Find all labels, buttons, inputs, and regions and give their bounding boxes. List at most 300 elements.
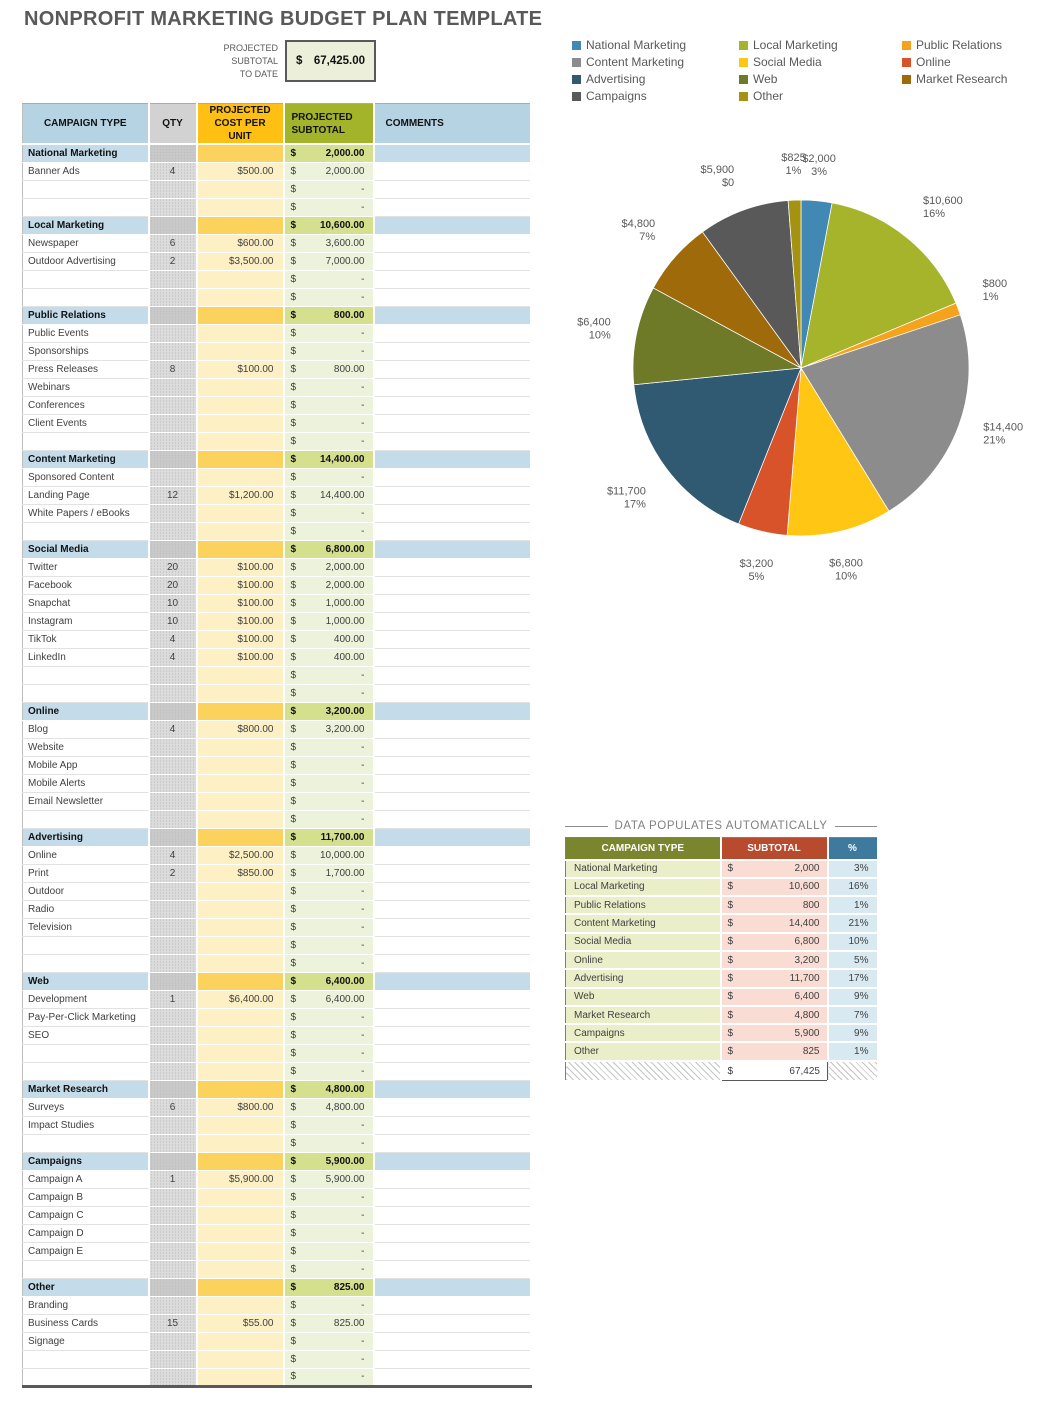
comments-cell[interactable] bbox=[374, 900, 531, 918]
qty-cell[interactable] bbox=[149, 774, 197, 792]
cost-cell[interactable] bbox=[197, 1296, 284, 1314]
cost-cell[interactable] bbox=[197, 972, 284, 990]
summary-subtotal-cell[interactable] bbox=[721, 933, 828, 951]
campaign-cell[interactable] bbox=[23, 180, 149, 198]
campaign-cell[interactable] bbox=[23, 954, 149, 972]
qty-cell[interactable] bbox=[149, 918, 197, 936]
campaign-cell[interactable]: Public Events bbox=[23, 324, 149, 342]
qty-cell[interactable] bbox=[149, 1116, 197, 1134]
subtotal-cell[interactable] bbox=[284, 1206, 374, 1224]
campaign-cell[interactable]: LinkedIn bbox=[23, 648, 149, 666]
summary-campaign-cell[interactable]: Web bbox=[566, 988, 721, 1006]
comments-cell[interactable] bbox=[374, 360, 531, 378]
summary-percent-cell[interactable]: 9% bbox=[828, 1024, 878, 1042]
comments-cell[interactable] bbox=[374, 594, 531, 612]
summary-subtotal-cell[interactable] bbox=[721, 1024, 828, 1042]
cost-cell[interactable] bbox=[197, 378, 284, 396]
summary-campaign-cell[interactable]: Local Marketing bbox=[566, 878, 721, 896]
cost-cell[interactable]: $100.00 bbox=[197, 594, 284, 612]
comments-cell[interactable] bbox=[374, 684, 531, 702]
comments-cell[interactable] bbox=[374, 1314, 531, 1332]
comments-cell[interactable] bbox=[374, 1242, 531, 1260]
campaign-cell[interactable] bbox=[23, 1368, 149, 1386]
qty-cell[interactable] bbox=[149, 1062, 197, 1080]
campaign-cell[interactable]: White Papers / eBooks bbox=[23, 504, 149, 522]
summary-percent-cell[interactable]: 17% bbox=[828, 969, 878, 987]
cost-cell[interactable] bbox=[197, 540, 284, 558]
campaign-cell[interactable]: Sponsorships bbox=[23, 342, 149, 360]
subtotal-cell[interactable] bbox=[284, 702, 374, 720]
cost-cell[interactable] bbox=[197, 810, 284, 828]
comments-cell[interactable] bbox=[374, 306, 531, 324]
qty-cell[interactable] bbox=[149, 198, 197, 216]
comments-cell[interactable] bbox=[374, 180, 531, 198]
campaign-cell[interactable] bbox=[23, 1062, 149, 1080]
qty-cell[interactable] bbox=[149, 144, 197, 162]
comments-cell[interactable] bbox=[374, 1134, 531, 1152]
qty-cell[interactable] bbox=[149, 468, 197, 486]
qty-cell[interactable]: 12 bbox=[149, 486, 197, 504]
qty-cell[interactable] bbox=[149, 1044, 197, 1062]
comments-cell[interactable] bbox=[374, 828, 531, 846]
subtotal-cell[interactable] bbox=[284, 144, 374, 162]
subtotal-cell[interactable] bbox=[284, 1350, 374, 1368]
comments-cell[interactable] bbox=[374, 1188, 531, 1206]
qty-cell[interactable] bbox=[149, 180, 197, 198]
qty-cell[interactable] bbox=[149, 414, 197, 432]
qty-cell[interactable] bbox=[149, 882, 197, 900]
comments-cell[interactable] bbox=[374, 1008, 531, 1026]
summary-campaign-cell[interactable]: Market Research bbox=[566, 1006, 721, 1024]
subtotal-cell[interactable] bbox=[284, 648, 374, 666]
subtotal-cell[interactable] bbox=[284, 486, 374, 504]
qty-cell[interactable]: 10 bbox=[149, 612, 197, 630]
qty-cell[interactable]: 4 bbox=[149, 630, 197, 648]
campaign-cell[interactable] bbox=[23, 1350, 149, 1368]
comments-cell[interactable] bbox=[374, 1296, 531, 1314]
campaign-cell[interactable]: TikTok bbox=[23, 630, 149, 648]
cost-cell[interactable]: $55.00 bbox=[197, 1314, 284, 1332]
comments-cell[interactable] bbox=[374, 918, 531, 936]
comments-cell[interactable] bbox=[374, 558, 531, 576]
comments-cell[interactable] bbox=[374, 1044, 531, 1062]
campaign-cell[interactable]: Campaign E bbox=[23, 1242, 149, 1260]
subtotal-cell[interactable] bbox=[284, 558, 374, 576]
cost-cell[interactable] bbox=[197, 450, 284, 468]
subtotal-cell[interactable] bbox=[284, 882, 374, 900]
subtotal-cell[interactable] bbox=[284, 846, 374, 864]
comments-cell[interactable] bbox=[374, 774, 531, 792]
qty-cell[interactable] bbox=[149, 1152, 197, 1170]
cost-cell[interactable] bbox=[197, 1332, 284, 1350]
cost-cell[interactable] bbox=[197, 828, 284, 846]
qty-cell[interactable] bbox=[149, 522, 197, 540]
subtotal-cell[interactable] bbox=[284, 1134, 374, 1152]
campaign-cell[interactable]: Client Events bbox=[23, 414, 149, 432]
campaign-cell[interactable]: Press Releases bbox=[23, 360, 149, 378]
comments-cell[interactable] bbox=[374, 972, 531, 990]
cost-cell[interactable] bbox=[197, 1206, 284, 1224]
subtotal-cell[interactable] bbox=[284, 540, 374, 558]
summary-percent-cell[interactable]: 3% bbox=[828, 860, 878, 878]
cost-cell[interactable]: $800.00 bbox=[197, 720, 284, 738]
comments-cell[interactable] bbox=[374, 144, 531, 162]
comments-cell[interactable] bbox=[374, 540, 531, 558]
subtotal-cell[interactable] bbox=[284, 1224, 374, 1242]
qty-cell[interactable] bbox=[149, 738, 197, 756]
cost-cell[interactable]: $1,200.00 bbox=[197, 486, 284, 504]
campaign-cell[interactable] bbox=[23, 288, 149, 306]
subtotal-cell[interactable] bbox=[284, 630, 374, 648]
qty-cell[interactable]: 6 bbox=[149, 1098, 197, 1116]
qty-cell[interactable] bbox=[149, 1188, 197, 1206]
campaign-cell[interactable]: Mobile App bbox=[23, 756, 149, 774]
cost-cell[interactable] bbox=[197, 270, 284, 288]
subtotal-cell[interactable] bbox=[284, 738, 374, 756]
qty-cell[interactable]: 1 bbox=[149, 1170, 197, 1188]
cost-cell[interactable] bbox=[197, 1368, 284, 1386]
subtotal-cell[interactable] bbox=[284, 468, 374, 486]
cost-cell[interactable]: $800.00 bbox=[197, 1098, 284, 1116]
cost-cell[interactable] bbox=[197, 954, 284, 972]
subtotal-cell[interactable] bbox=[284, 828, 374, 846]
qty-cell[interactable] bbox=[149, 1134, 197, 1152]
qty-cell[interactable]: 4 bbox=[149, 162, 197, 180]
campaign-cell[interactable]: Snapchat bbox=[23, 594, 149, 612]
subtotal-cell[interactable] bbox=[284, 1242, 374, 1260]
comments-cell[interactable] bbox=[374, 612, 531, 630]
summary-campaign-cell[interactable]: National Marketing bbox=[566, 860, 721, 878]
qty-cell[interactable] bbox=[149, 1242, 197, 1260]
campaign-cell[interactable]: Landing Page bbox=[23, 486, 149, 504]
cost-cell[interactable]: $3,500.00 bbox=[197, 252, 284, 270]
comments-cell[interactable] bbox=[374, 1278, 531, 1296]
qty-cell[interactable]: 20 bbox=[149, 576, 197, 594]
qty-cell[interactable] bbox=[149, 828, 197, 846]
campaign-cell[interactable]: Mobile Alerts bbox=[23, 774, 149, 792]
cost-cell[interactable] bbox=[197, 882, 284, 900]
cost-cell[interactable] bbox=[197, 1188, 284, 1206]
subtotal-cell[interactable] bbox=[284, 234, 374, 252]
comments-cell[interactable] bbox=[374, 396, 531, 414]
comments-cell[interactable] bbox=[374, 1224, 531, 1242]
cost-cell[interactable]: $100.00 bbox=[197, 576, 284, 594]
comments-cell[interactable] bbox=[374, 414, 531, 432]
qty-cell[interactable] bbox=[149, 1080, 197, 1098]
campaign-cell[interactable]: Market Research bbox=[23, 1080, 149, 1098]
subtotal-cell[interactable] bbox=[284, 1008, 374, 1026]
subtotal-cell[interactable] bbox=[284, 774, 374, 792]
subtotal-cell[interactable] bbox=[284, 684, 374, 702]
comments-cell[interactable] bbox=[374, 198, 531, 216]
qty-cell[interactable]: 1 bbox=[149, 990, 197, 1008]
qty-cell[interactable] bbox=[149, 324, 197, 342]
campaign-cell[interactable]: Television bbox=[23, 918, 149, 936]
subtotal-cell[interactable] bbox=[284, 756, 374, 774]
cost-cell[interactable] bbox=[197, 684, 284, 702]
comments-cell[interactable] bbox=[374, 738, 531, 756]
subtotal-cell[interactable] bbox=[284, 162, 374, 180]
cost-cell[interactable]: $100.00 bbox=[197, 612, 284, 630]
campaign-cell[interactable]: Surveys bbox=[23, 1098, 149, 1116]
comments-cell[interactable] bbox=[374, 720, 531, 738]
subtotal-cell[interactable] bbox=[284, 504, 374, 522]
comments-cell[interactable] bbox=[374, 450, 531, 468]
qty-cell[interactable]: 2 bbox=[149, 864, 197, 882]
cost-cell[interactable]: $100.00 bbox=[197, 648, 284, 666]
qty-cell[interactable] bbox=[149, 1368, 197, 1386]
comments-cell[interactable] bbox=[374, 864, 531, 882]
subtotal-cell[interactable] bbox=[284, 666, 374, 684]
cost-cell[interactable] bbox=[197, 324, 284, 342]
summary-percent-cell[interactable]: 7% bbox=[828, 1006, 878, 1024]
summary-campaign-cell[interactable]: Campaigns bbox=[566, 1024, 721, 1042]
subtotal-cell[interactable] bbox=[284, 576, 374, 594]
summary-campaign-cell[interactable]: Other bbox=[566, 1042, 721, 1060]
qty-cell[interactable]: 4 bbox=[149, 648, 197, 666]
subtotal-cell[interactable] bbox=[284, 432, 374, 450]
qty-cell[interactable] bbox=[149, 1224, 197, 1242]
summary-campaign-cell[interactable]: Social Media bbox=[566, 933, 721, 951]
cost-cell[interactable] bbox=[197, 396, 284, 414]
comments-cell[interactable] bbox=[374, 648, 531, 666]
comments-cell[interactable] bbox=[374, 702, 531, 720]
qty-cell[interactable] bbox=[149, 954, 197, 972]
cost-cell[interactable] bbox=[197, 792, 284, 810]
subtotal-cell[interactable] bbox=[284, 1080, 374, 1098]
subtotal-cell[interactable] bbox=[284, 306, 374, 324]
subtotal-cell[interactable] bbox=[284, 414, 374, 432]
cost-cell[interactable] bbox=[197, 342, 284, 360]
comments-cell[interactable] bbox=[374, 486, 531, 504]
cost-cell[interactable] bbox=[197, 1278, 284, 1296]
summary-campaign-cell[interactable]: Online bbox=[566, 951, 721, 969]
comments-cell[interactable] bbox=[374, 162, 531, 180]
qty-cell[interactable]: 10 bbox=[149, 594, 197, 612]
qty-cell[interactable] bbox=[149, 1260, 197, 1278]
campaign-cell[interactable] bbox=[23, 1134, 149, 1152]
campaign-cell[interactable]: Website bbox=[23, 738, 149, 756]
campaign-cell[interactable] bbox=[23, 270, 149, 288]
qty-cell[interactable] bbox=[149, 432, 197, 450]
subtotal-cell[interactable] bbox=[284, 1098, 374, 1116]
campaign-cell[interactable]: Pay-Per-Click Marketing bbox=[23, 1008, 149, 1026]
campaign-cell[interactable]: National Marketing bbox=[23, 144, 149, 162]
qty-cell[interactable] bbox=[149, 504, 197, 522]
cost-cell[interactable] bbox=[197, 432, 284, 450]
subtotal-cell[interactable] bbox=[284, 450, 374, 468]
cost-cell[interactable]: $5,900.00 bbox=[197, 1170, 284, 1188]
comments-cell[interactable] bbox=[374, 846, 531, 864]
comments-cell[interactable] bbox=[374, 810, 531, 828]
qty-cell[interactable]: 8 bbox=[149, 360, 197, 378]
comments-cell[interactable] bbox=[374, 1206, 531, 1224]
campaign-cell[interactable] bbox=[23, 936, 149, 954]
cost-cell[interactable]: $500.00 bbox=[197, 162, 284, 180]
cost-cell[interactable] bbox=[197, 1080, 284, 1098]
cost-cell[interactable] bbox=[197, 1026, 284, 1044]
qty-cell[interactable] bbox=[149, 936, 197, 954]
summary-percent-cell[interactable]: 1% bbox=[828, 1042, 878, 1060]
comments-cell[interactable] bbox=[374, 504, 531, 522]
campaign-cell[interactable] bbox=[23, 198, 149, 216]
subtotal-cell[interactable] bbox=[284, 288, 374, 306]
qty-cell[interactable] bbox=[149, 306, 197, 324]
cost-cell[interactable] bbox=[197, 1044, 284, 1062]
summary-subtotal-cell[interactable] bbox=[721, 951, 828, 969]
summary-campaign-cell[interactable]: Advertising bbox=[566, 969, 721, 987]
subtotal-cell[interactable] bbox=[284, 1260, 374, 1278]
qty-cell[interactable] bbox=[149, 756, 197, 774]
cost-cell[interactable]: $2,500.00 bbox=[197, 846, 284, 864]
subtotal-cell[interactable] bbox=[284, 612, 374, 630]
comments-cell[interactable] bbox=[374, 216, 531, 234]
cost-cell[interactable] bbox=[197, 702, 284, 720]
subtotal-cell[interactable] bbox=[284, 324, 374, 342]
qty-cell[interactable] bbox=[149, 396, 197, 414]
subtotal-cell[interactable] bbox=[284, 864, 374, 882]
comments-cell[interactable] bbox=[374, 1098, 531, 1116]
subtotal-cell[interactable] bbox=[284, 1116, 374, 1134]
qty-cell[interactable] bbox=[149, 450, 197, 468]
cost-cell[interactable] bbox=[197, 774, 284, 792]
comments-cell[interactable] bbox=[374, 1026, 531, 1044]
subtotal-cell[interactable] bbox=[284, 1026, 374, 1044]
comments-cell[interactable] bbox=[374, 1170, 531, 1188]
subtotal-cell[interactable] bbox=[284, 918, 374, 936]
comments-cell[interactable] bbox=[374, 522, 531, 540]
subtotal-cell[interactable] bbox=[284, 720, 374, 738]
cost-cell[interactable] bbox=[197, 1152, 284, 1170]
campaign-cell[interactable] bbox=[23, 810, 149, 828]
qty-cell[interactable]: 6 bbox=[149, 234, 197, 252]
campaign-cell[interactable]: Webinars bbox=[23, 378, 149, 396]
comments-cell[interactable] bbox=[374, 1332, 531, 1350]
campaign-cell[interactable]: SEO bbox=[23, 1026, 149, 1044]
cost-cell[interactable] bbox=[197, 1134, 284, 1152]
cost-cell[interactable]: $850.00 bbox=[197, 864, 284, 882]
campaign-cell[interactable]: Outdoor Advertising bbox=[23, 252, 149, 270]
summary-subtotal-cell[interactable] bbox=[721, 1006, 828, 1024]
cost-cell[interactable] bbox=[197, 1242, 284, 1260]
cost-cell[interactable]: $100.00 bbox=[197, 558, 284, 576]
qty-cell[interactable] bbox=[149, 1008, 197, 1026]
comments-cell[interactable] bbox=[374, 936, 531, 954]
campaign-cell[interactable]: Web bbox=[23, 972, 149, 990]
comments-cell[interactable] bbox=[374, 666, 531, 684]
subtotal-cell[interactable] bbox=[284, 1314, 374, 1332]
qty-cell[interactable]: 15 bbox=[149, 1314, 197, 1332]
qty-cell[interactable] bbox=[149, 1332, 197, 1350]
cost-cell[interactable] bbox=[197, 1008, 284, 1026]
comments-cell[interactable] bbox=[374, 882, 531, 900]
cost-cell[interactable]: $100.00 bbox=[197, 360, 284, 378]
qty-cell[interactable] bbox=[149, 900, 197, 918]
subtotal-cell[interactable] bbox=[284, 1368, 374, 1386]
campaign-cell[interactable]: Branding bbox=[23, 1296, 149, 1314]
qty-cell[interactable] bbox=[149, 792, 197, 810]
campaign-cell[interactable]: Impact Studies bbox=[23, 1116, 149, 1134]
cost-cell[interactable] bbox=[197, 1350, 284, 1368]
subtotal-cell[interactable] bbox=[284, 216, 374, 234]
subtotal-cell[interactable] bbox=[284, 972, 374, 990]
qty-cell[interactable] bbox=[149, 810, 197, 828]
summary-percent-cell[interactable]: 5% bbox=[828, 951, 878, 969]
cost-cell[interactable] bbox=[197, 1062, 284, 1080]
campaign-cell[interactable] bbox=[23, 522, 149, 540]
subtotal-cell[interactable] bbox=[284, 1278, 374, 1296]
subtotal-cell[interactable] bbox=[284, 594, 374, 612]
cost-cell[interactable] bbox=[197, 288, 284, 306]
qty-cell[interactable] bbox=[149, 1278, 197, 1296]
comments-cell[interactable] bbox=[374, 378, 531, 396]
summary-subtotal-cell[interactable] bbox=[721, 896, 828, 914]
campaign-cell[interactable]: Twitter bbox=[23, 558, 149, 576]
comments-cell[interactable] bbox=[374, 1152, 531, 1170]
cost-cell[interactable] bbox=[197, 1260, 284, 1278]
comments-cell[interactable] bbox=[374, 252, 531, 270]
campaign-cell[interactable]: Social Media bbox=[23, 540, 149, 558]
cost-cell[interactable] bbox=[197, 1224, 284, 1242]
qty-cell[interactable] bbox=[149, 378, 197, 396]
campaign-cell[interactable] bbox=[23, 684, 149, 702]
cost-cell[interactable] bbox=[197, 414, 284, 432]
comments-cell[interactable] bbox=[374, 324, 531, 342]
qty-cell[interactable]: 4 bbox=[149, 846, 197, 864]
campaign-cell[interactable]: Campaign A bbox=[23, 1170, 149, 1188]
campaign-cell[interactable]: Facebook bbox=[23, 576, 149, 594]
cost-cell[interactable] bbox=[197, 756, 284, 774]
summary-total-cell[interactable] bbox=[721, 1061, 828, 1081]
cost-cell[interactable] bbox=[197, 198, 284, 216]
qty-cell[interactable] bbox=[149, 1296, 197, 1314]
campaign-cell[interactable]: Campaign B bbox=[23, 1188, 149, 1206]
subtotal-cell[interactable] bbox=[284, 1188, 374, 1206]
qty-cell[interactable] bbox=[149, 1206, 197, 1224]
campaign-cell[interactable]: Campaigns bbox=[23, 1152, 149, 1170]
subtotal-cell[interactable] bbox=[284, 792, 374, 810]
campaign-cell[interactable] bbox=[23, 1044, 149, 1062]
comments-cell[interactable] bbox=[374, 990, 531, 1008]
subtotal-cell[interactable] bbox=[284, 270, 374, 288]
subtotal-cell[interactable] bbox=[284, 810, 374, 828]
summary-campaign-cell[interactable]: Content Marketing bbox=[566, 914, 721, 932]
projected-subtotal-value-cell[interactable] bbox=[285, 40, 376, 82]
campaign-cell[interactable]: Outdoor bbox=[23, 882, 149, 900]
campaign-cell[interactable]: Other bbox=[23, 1278, 149, 1296]
cost-cell[interactable]: $600.00 bbox=[197, 234, 284, 252]
cost-cell[interactable] bbox=[197, 216, 284, 234]
cost-cell[interactable] bbox=[197, 936, 284, 954]
comments-cell[interactable] bbox=[374, 234, 531, 252]
subtotal-cell[interactable] bbox=[284, 1062, 374, 1080]
comments-cell[interactable] bbox=[374, 756, 531, 774]
subtotal-cell[interactable] bbox=[284, 342, 374, 360]
summary-subtotal-cell[interactable] bbox=[721, 969, 828, 987]
campaign-cell[interactable] bbox=[23, 666, 149, 684]
qty-cell[interactable] bbox=[149, 972, 197, 990]
campaign-cell[interactable]: Sponsored Content bbox=[23, 468, 149, 486]
campaign-cell[interactable]: Newspaper bbox=[23, 234, 149, 252]
campaign-cell[interactable]: Campaign D bbox=[23, 1224, 149, 1242]
campaign-cell[interactable] bbox=[23, 1260, 149, 1278]
campaign-cell[interactable]: Signage bbox=[23, 1332, 149, 1350]
comments-cell[interactable] bbox=[374, 1062, 531, 1080]
comments-cell[interactable] bbox=[374, 288, 531, 306]
comments-cell[interactable] bbox=[374, 1350, 531, 1368]
cost-cell[interactable] bbox=[197, 738, 284, 756]
subtotal-cell[interactable] bbox=[284, 198, 374, 216]
